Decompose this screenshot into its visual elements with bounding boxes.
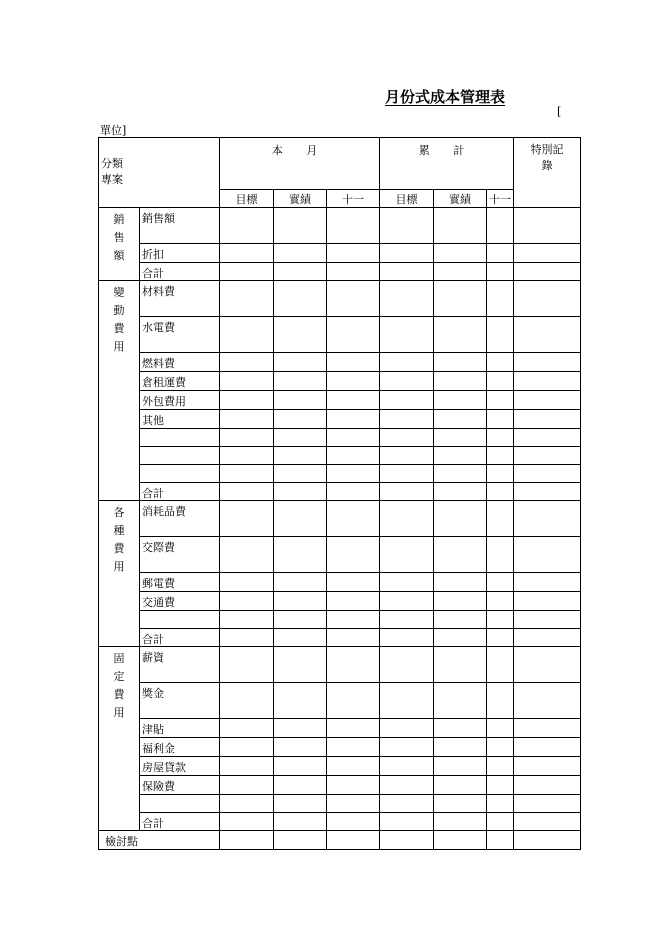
form-title: 月份式成本管理表 [384,88,505,106]
value-cell[interactable] [220,647,274,683]
value-cell[interactable] [487,483,514,501]
item-label: 水電費 [140,317,220,353]
item-label [140,611,220,629]
item-label: 消耗品費 [140,501,220,537]
value-cell[interactable] [327,611,380,629]
value-cell[interactable] [487,372,514,391]
value-cell[interactable] [220,263,274,281]
table-row [99,683,581,719]
value-cell[interactable] [434,353,487,372]
value-cell[interactable] [327,813,380,831]
item-label: 合計 [140,263,220,281]
value-cell[interactable] [274,244,327,263]
value-cell[interactable] [514,429,581,447]
value-cell[interactable] [274,611,327,629]
value-cell[interactable] [327,738,380,757]
value-cell[interactable] [380,813,434,831]
value-cell[interactable] [274,447,327,465]
header-special-notes [514,138,581,208]
value-cell[interactable] [487,447,514,465]
value-cell[interactable] [380,244,434,263]
category-char: 用 [113,340,125,353]
value-cell[interactable] [514,391,581,410]
value-cell[interactable] [487,391,514,410]
value-cell[interactable] [380,611,434,629]
subheader-target: 目標 [220,190,274,208]
value-cell[interactable] [327,537,380,573]
value-cell[interactable] [487,465,514,483]
category-char: 售 [113,231,125,244]
value-cell[interactable] [487,719,514,738]
value-cell[interactable] [380,629,434,647]
value-cell[interactable] [380,353,434,372]
value-cell[interactable] [487,647,514,683]
value-cell[interactable] [327,719,380,738]
table-row [99,447,581,465]
value-cell[interactable] [514,629,581,647]
value-cell[interactable] [434,795,487,813]
table-row [99,537,581,573]
value-cell[interactable] [514,317,581,353]
value-cell[interactable] [487,263,514,281]
value-cell[interactable] [220,447,274,465]
value-cell[interactable] [274,757,327,776]
value-cell[interactable] [274,483,327,501]
value-cell[interactable] [514,757,581,776]
value-cell[interactable] [274,719,327,738]
category-char: 費 [113,688,125,701]
unit-label: 單位] [100,124,127,137]
item-label [140,465,220,483]
header-cumulative: 累 計 [380,138,514,190]
item-label: 津貼 [140,719,220,738]
value-cell[interactable] [514,372,581,391]
value-cell[interactable] [514,410,581,429]
value-cell[interactable] [487,317,514,353]
value-cell[interactable] [327,263,380,281]
value-cell[interactable] [327,501,380,537]
table-row [99,391,581,410]
table-row [99,813,581,831]
value-cell[interactable] [274,465,327,483]
value-cell[interactable] [220,483,274,501]
value-cell[interactable] [327,208,380,244]
value-cell[interactable] [487,410,514,429]
value-cell[interactable] [274,372,327,391]
value-cell[interactable] [487,281,514,317]
value-cell[interactable] [514,353,581,372]
table-row [99,629,581,647]
value-cell[interactable] [487,738,514,757]
value-cell[interactable] [220,208,274,244]
table-row [99,429,581,447]
value-cell[interactable] [514,795,581,813]
value-cell[interactable] [380,757,434,776]
value-cell[interactable] [380,483,434,501]
value-cell[interactable] [220,831,274,850]
value-cell[interactable] [434,244,487,263]
table-row [99,317,581,353]
value-cell[interactable] [274,208,327,244]
category-char: 費 [113,542,125,555]
value-cell[interactable] [327,757,380,776]
value-cell[interactable] [220,683,274,719]
value-cell[interactable] [487,573,514,592]
value-cell[interactable] [220,795,274,813]
value-cell[interactable] [434,757,487,776]
item-label: 合計 [140,813,220,831]
value-cell[interactable] [487,208,514,244]
value-cell[interactable] [327,629,380,647]
item-label: 其他 [140,410,220,429]
item-label: 郵電費 [140,573,220,592]
value-cell[interactable] [274,537,327,573]
item-label: 薪資 [140,647,220,683]
category-char: 用 [113,560,125,573]
category-char: 動 [113,304,125,317]
value-cell[interactable] [514,501,581,537]
value-cell[interactable] [274,353,327,372]
value-cell[interactable] [434,738,487,757]
category-char: 額 [113,249,125,262]
subheader-actual: 實績 [274,190,327,208]
value-cell[interactable] [220,465,274,483]
value-cell[interactable] [327,447,380,465]
value-cell[interactable] [434,813,487,831]
table-row [99,372,581,391]
value-cell[interactable] [380,592,434,611]
category-char: 固 [113,652,125,665]
value-cell[interactable] [380,372,434,391]
header-notes-line-2: 錄 [541,159,553,172]
value-cell[interactable] [327,647,380,683]
value-cell[interactable] [434,501,487,537]
table-row [99,501,581,537]
item-label: 外包費用 [140,391,220,410]
table-row [99,776,581,795]
value-cell[interactable] [327,281,380,317]
value-cell[interactable] [327,795,380,813]
value-cell[interactable] [487,501,514,537]
value-cell[interactable] [380,738,434,757]
table-row [99,795,581,813]
value-cell[interactable] [380,831,434,850]
cost-management-table [98,137,581,850]
value-cell[interactable] [327,465,380,483]
item-label: 材料費 [140,281,220,317]
value-cell[interactable] [434,410,487,429]
value-cell[interactable] [514,208,581,244]
value-cell[interactable] [380,465,434,483]
value-cell[interactable] [487,429,514,447]
value-cell[interactable] [487,813,514,831]
value-cell[interactable] [274,263,327,281]
value-cell[interactable] [487,795,514,813]
value-cell[interactable] [274,391,327,410]
value-cell[interactable] [274,429,327,447]
table-row [99,244,581,263]
value-cell[interactable] [220,757,274,776]
table-row [99,573,581,592]
table-row [99,353,581,372]
value-cell[interactable] [327,353,380,372]
value-cell[interactable] [487,757,514,776]
value-cell[interactable] [514,573,581,592]
value-cell[interactable] [380,719,434,738]
category-cell [99,647,140,831]
value-cell[interactable] [380,776,434,795]
value-cell[interactable] [434,263,487,281]
value-cell[interactable] [380,647,434,683]
category-cell [99,208,140,281]
value-cell[interactable] [514,611,581,629]
value-cell[interactable] [434,592,487,611]
value-cell[interactable] [434,429,487,447]
value-cell[interactable] [327,592,380,611]
value-cell[interactable] [487,683,514,719]
item-label: 保險費 [140,776,220,795]
value-cell[interactable] [380,447,434,465]
header-this-month: 本 月 [220,138,380,190]
subheader-target: 目標 [380,190,434,208]
value-cell[interactable] [220,429,274,447]
header-category-project [99,138,220,208]
value-cell[interactable] [220,611,274,629]
value-cell[interactable] [380,429,434,447]
value-cell[interactable] [327,244,380,263]
value-cell[interactable] [514,647,581,683]
value-cell[interactable] [380,537,434,573]
item-label: 房屋貸款 [140,757,220,776]
value-cell[interactable] [487,831,514,850]
subheader-variance: 十一 [487,190,514,208]
table-row [99,263,581,281]
table-row [99,208,581,244]
table-row [99,738,581,757]
value-cell[interactable] [380,501,434,537]
value-cell[interactable] [487,353,514,372]
value-cell[interactable] [380,208,434,244]
value-cell[interactable] [487,244,514,263]
value-cell[interactable] [220,353,274,372]
category-cell [99,501,140,647]
value-cell[interactable] [327,391,380,410]
value-cell[interactable] [274,501,327,537]
value-cell[interactable] [380,795,434,813]
item-label: 倉租運費 [140,372,220,391]
value-cell[interactable] [274,629,327,647]
value-cell[interactable] [274,795,327,813]
item-label: 銷售額 [140,208,220,244]
value-cell[interactable] [514,831,581,850]
value-cell[interactable] [274,683,327,719]
value-cell[interactable] [220,813,274,831]
header-notes-line-1: 特別記 [530,143,564,156]
item-label: 福利金 [140,738,220,757]
value-cell[interactable] [514,281,581,317]
value-cell[interactable] [514,719,581,738]
item-label: 交通費 [140,592,220,611]
value-cell[interactable] [220,317,274,353]
value-cell[interactable] [274,813,327,831]
item-label: 合計 [140,629,220,647]
item-label [140,429,220,447]
bracket-mark: [ [557,105,562,118]
value-cell[interactable] [434,719,487,738]
value-cell[interactable] [434,683,487,719]
value-cell[interactable] [514,813,581,831]
value-cell[interactable] [220,391,274,410]
value-cell[interactable] [434,465,487,483]
value-cell[interactable] [434,629,487,647]
item-label: 折扣 [140,244,220,263]
value-cell[interactable] [434,391,487,410]
category-cell [99,281,140,501]
category-char: 銷 [113,213,125,226]
value-cell[interactable] [487,592,514,611]
table-row [99,465,581,483]
value-cell[interactable] [327,573,380,592]
value-cell[interactable] [220,537,274,573]
header-project-label: 專案 [101,173,123,186]
review-row [99,831,581,850]
category-char: 定 [113,670,125,683]
value-cell[interactable] [514,683,581,719]
value-cell[interactable] [220,501,274,537]
value-cell[interactable] [380,573,434,592]
value-cell[interactable] [434,537,487,573]
table-row [99,281,581,317]
review-label: 檢討點 [99,831,220,850]
value-cell[interactable] [327,429,380,447]
item-label: 燃料費 [140,353,220,372]
table-row [99,483,581,501]
value-cell[interactable] [487,611,514,629]
value-cell[interactable] [274,281,327,317]
table-row [99,410,581,429]
value-cell[interactable] [220,410,274,429]
category-char: 用 [113,706,125,719]
value-cell[interactable] [274,647,327,683]
value-cell[interactable] [274,573,327,592]
value-cell[interactable] [380,683,434,719]
value-cell[interactable] [220,372,274,391]
value-cell[interactable] [514,263,581,281]
value-cell[interactable] [514,592,581,611]
value-cell[interactable] [434,611,487,629]
value-cell[interactable] [327,831,380,850]
value-cell[interactable] [487,537,514,573]
value-cell[interactable] [220,573,274,592]
table-row [99,592,581,611]
value-cell[interactable] [434,372,487,391]
value-cell[interactable] [274,776,327,795]
value-cell[interactable] [274,592,327,611]
value-cell[interactable] [434,483,487,501]
table-row [99,757,581,776]
value-cell[interactable] [327,317,380,353]
value-cell[interactable] [327,372,380,391]
value-cell[interactable] [380,410,434,429]
value-cell[interactable] [380,281,434,317]
subheader-actual: 實績 [434,190,487,208]
value-cell[interactable] [434,831,487,850]
value-cell[interactable] [220,629,274,647]
subheader-variance: 十一 [327,190,380,208]
category-char: 種 [113,524,125,537]
value-cell[interactable] [514,776,581,795]
value-cell[interactable] [220,281,274,317]
value-cell[interactable] [220,244,274,263]
value-cell[interactable] [380,317,434,353]
value-cell[interactable] [380,263,434,281]
item-label [140,447,220,465]
table-row [99,719,581,738]
value-cell[interactable] [434,647,487,683]
value-cell[interactable] [487,776,514,795]
value-cell[interactable] [434,776,487,795]
item-label: 獎金 [140,683,220,719]
value-cell[interactable] [434,573,487,592]
value-cell[interactable] [327,776,380,795]
item-label [140,795,220,813]
value-cell[interactable] [274,410,327,429]
value-cell[interactable] [514,465,581,483]
value-cell[interactable] [220,592,274,611]
header-category-label: 分類 [101,157,123,170]
value-cell[interactable] [327,683,380,719]
value-cell[interactable] [220,719,274,738]
value-cell[interactable] [514,244,581,263]
category-char: 變 [113,286,125,299]
value-cell[interactable] [514,537,581,573]
value-cell[interactable] [487,629,514,647]
value-cell[interactable] [220,738,274,757]
table-row [99,611,581,629]
value-cell[interactable] [434,281,487,317]
value-cell[interactable] [220,776,274,795]
item-label: 合計 [140,483,220,501]
value-cell[interactable] [380,391,434,410]
value-cell[interactable] [434,317,487,353]
value-cell[interactable] [274,738,327,757]
value-cell[interactable] [274,317,327,353]
table-row [99,647,581,683]
item-label: 交際費 [140,537,220,573]
value-cell[interactable] [514,738,581,757]
value-cell[interactable] [327,410,380,429]
value-cell[interactable] [274,831,327,850]
value-cell[interactable] [514,483,581,501]
value-cell[interactable] [327,483,380,501]
value-cell[interactable] [434,208,487,244]
category-char: 費 [113,322,125,335]
value-cell[interactable] [514,447,581,465]
category-char: 各 [113,506,125,519]
value-cell[interactable] [434,447,487,465]
